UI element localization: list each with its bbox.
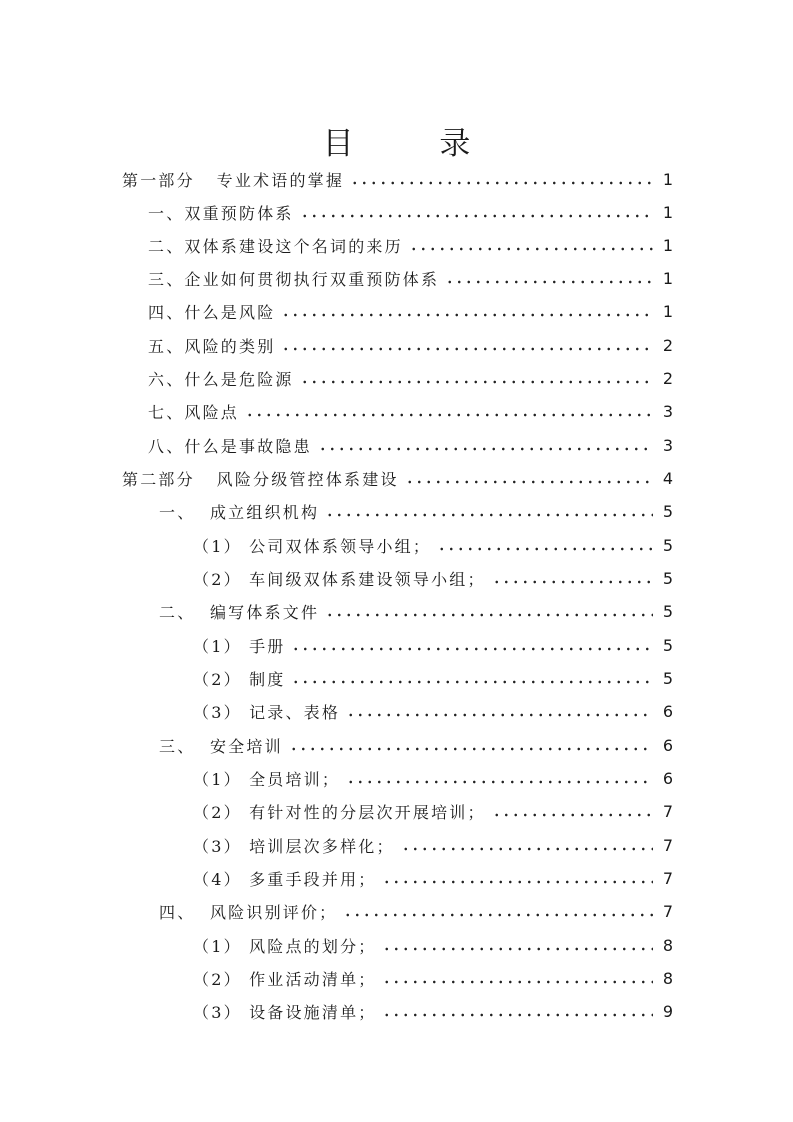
toc-entry[interactable]: [0, 362, 793, 394]
toc-entry-label: 第二部分 风险分级管控体系建设: [122, 469, 399, 489]
dot-leader: [245, 407, 653, 423]
toc-entry-page: 7: [662, 801, 673, 821]
dot-leader: [401, 841, 653, 857]
toc-entry-page: 2: [662, 368, 673, 388]
dot-leader: [346, 707, 653, 723]
toc-entry-page: 5: [662, 635, 673, 655]
dot-leader: [382, 1007, 653, 1023]
toc-entry-label: 第一部分 专业术语的掌握: [122, 170, 345, 190]
toc-entry[interactable]: [0, 395, 793, 427]
toc-entry[interactable]: [0, 729, 793, 761]
dot-leader: [350, 175, 653, 191]
toc-entry-page: 6: [662, 701, 673, 721]
toc-entry[interactable]: [0, 562, 793, 594]
toc-entry-label: （1） 风险点的划分；: [193, 936, 377, 956]
toc-entry-label: （3） 记录、表格: [193, 702, 341, 722]
toc-entry-label: 八、什么是事故隐患: [148, 436, 312, 456]
toc-entry-label: 一、双重预防体系: [148, 203, 294, 223]
toc-entry-label: 四、什么是风险: [148, 302, 276, 322]
toc-entry-page: 8: [662, 935, 673, 955]
toc-entry[interactable]: [0, 795, 793, 827]
toc-entry-page: 5: [662, 535, 673, 555]
toc-entry-label: 一、 成立组织机构: [159, 502, 320, 522]
toc-entry-page: 6: [662, 735, 673, 755]
toc-entry-label: （3） 设备设施清单；: [193, 1002, 377, 1022]
toc-entry[interactable]: [0, 862, 793, 894]
toc-entry-page: 1: [662, 235, 673, 255]
page-title: 目 录: [322, 126, 509, 162]
toc-entry[interactable]: [0, 929, 793, 961]
dot-leader: [346, 774, 653, 790]
toc-entry-page: 8: [662, 968, 673, 988]
dot-leader: [382, 974, 653, 990]
toc-entry[interactable]: [0, 829, 793, 861]
toc-entry-label: （2） 作业活动清单；: [193, 969, 377, 989]
dot-leader: [300, 208, 653, 224]
toc-entry-page: 5: [662, 601, 673, 621]
dot-leader: [405, 474, 653, 490]
dot-leader: [409, 241, 653, 257]
toc-entry[interactable]: [0, 629, 793, 661]
toc-entry-page: 7: [662, 835, 673, 855]
toc-entry-label: 三、 安全培训: [159, 736, 283, 756]
toc-entry[interactable]: [0, 895, 793, 927]
dot-leader: [492, 807, 653, 823]
toc-entry-page: 7: [662, 901, 673, 921]
toc-entry[interactable]: [0, 762, 793, 794]
dot-leader: [437, 541, 653, 557]
toc-entry[interactable]: [0, 329, 793, 361]
dot-leader: [281, 307, 653, 323]
toc-entry-label: （1） 全员培训；: [193, 769, 341, 789]
toc-entry[interactable]: [0, 495, 793, 527]
toc-entry[interactable]: [0, 163, 793, 195]
toc-entry-label: （2） 车间级双体系建设领导小组；: [193, 569, 486, 589]
toc-entry[interactable]: [0, 595, 793, 627]
toc-entry[interactable]: [0, 695, 793, 727]
toc-entry-page: 3: [662, 435, 673, 455]
toc-entry-label: （2） 制度: [193, 669, 286, 689]
toc-entry-page: 5: [662, 668, 673, 688]
toc-entry-page: 2: [662, 335, 673, 355]
toc-entry-label: 二、双体系建设这个名词的来历: [148, 236, 403, 256]
toc-entry-label: （1） 公司双体系领导小组；: [193, 536, 432, 556]
toc-entry[interactable]: [0, 229, 793, 261]
toc-entry[interactable]: [0, 995, 793, 1027]
toc-entry-page: 1: [662, 268, 673, 288]
dot-leader: [343, 907, 653, 923]
toc-entry-page: 9: [662, 1001, 673, 1021]
toc-entry-page: 1: [662, 301, 673, 321]
toc-entry[interactable]: [0, 295, 793, 327]
toc-entry[interactable]: [0, 962, 793, 994]
toc-entry-page: 1: [662, 202, 673, 222]
toc-entry-page: 6: [662, 768, 673, 788]
dot-leader: [382, 874, 653, 890]
dot-leader: [300, 374, 653, 390]
toc-entry-page: 5: [662, 501, 673, 521]
dot-leader: [291, 674, 653, 690]
toc-entry-page: 5: [662, 568, 673, 588]
toc-entry[interactable]: [0, 429, 793, 461]
toc-entry[interactable]: [0, 262, 793, 294]
toc-entry-label: 七、风险点: [148, 402, 240, 422]
toc-entry[interactable]: [0, 462, 793, 494]
dot-leader: [492, 574, 653, 590]
toc-entry[interactable]: [0, 529, 793, 561]
dot-leader: [281, 341, 653, 357]
toc-entry-label: （1） 手册: [193, 636, 286, 656]
toc-entry-label: （4） 多重手段并用；: [193, 869, 377, 889]
dot-leader: [291, 641, 653, 657]
toc-entry[interactable]: [0, 196, 793, 228]
toc-entry-page: 3: [662, 401, 673, 421]
dot-leader: [325, 507, 653, 523]
toc-entry-label: 二、 编写体系文件: [159, 602, 320, 622]
dot-leader: [382, 941, 653, 957]
dot-leader: [445, 274, 653, 290]
toc-entry-label: （2） 有针对性的分层次开展培训；: [193, 802, 486, 822]
toc-entry-label: （3） 培训层次多样化；: [193, 836, 395, 856]
toc-entry[interactable]: [0, 662, 793, 694]
toc-entry-label: 五、风险的类别: [148, 336, 276, 356]
toc-entry-page: 1: [662, 169, 673, 189]
dot-leader: [289, 741, 653, 757]
toc-entry-page: 4: [662, 468, 673, 488]
dot-leader: [325, 607, 653, 623]
toc-entry-label: 四、 风险识别评价；: [159, 902, 338, 922]
toc-entry-label: 三、企业如何贯彻执行双重预防体系: [148, 269, 440, 289]
dot-leader: [318, 441, 653, 457]
toc-entry-page: 7: [662, 868, 673, 888]
toc-entry-label: 六、什么是危险源: [148, 369, 294, 389]
